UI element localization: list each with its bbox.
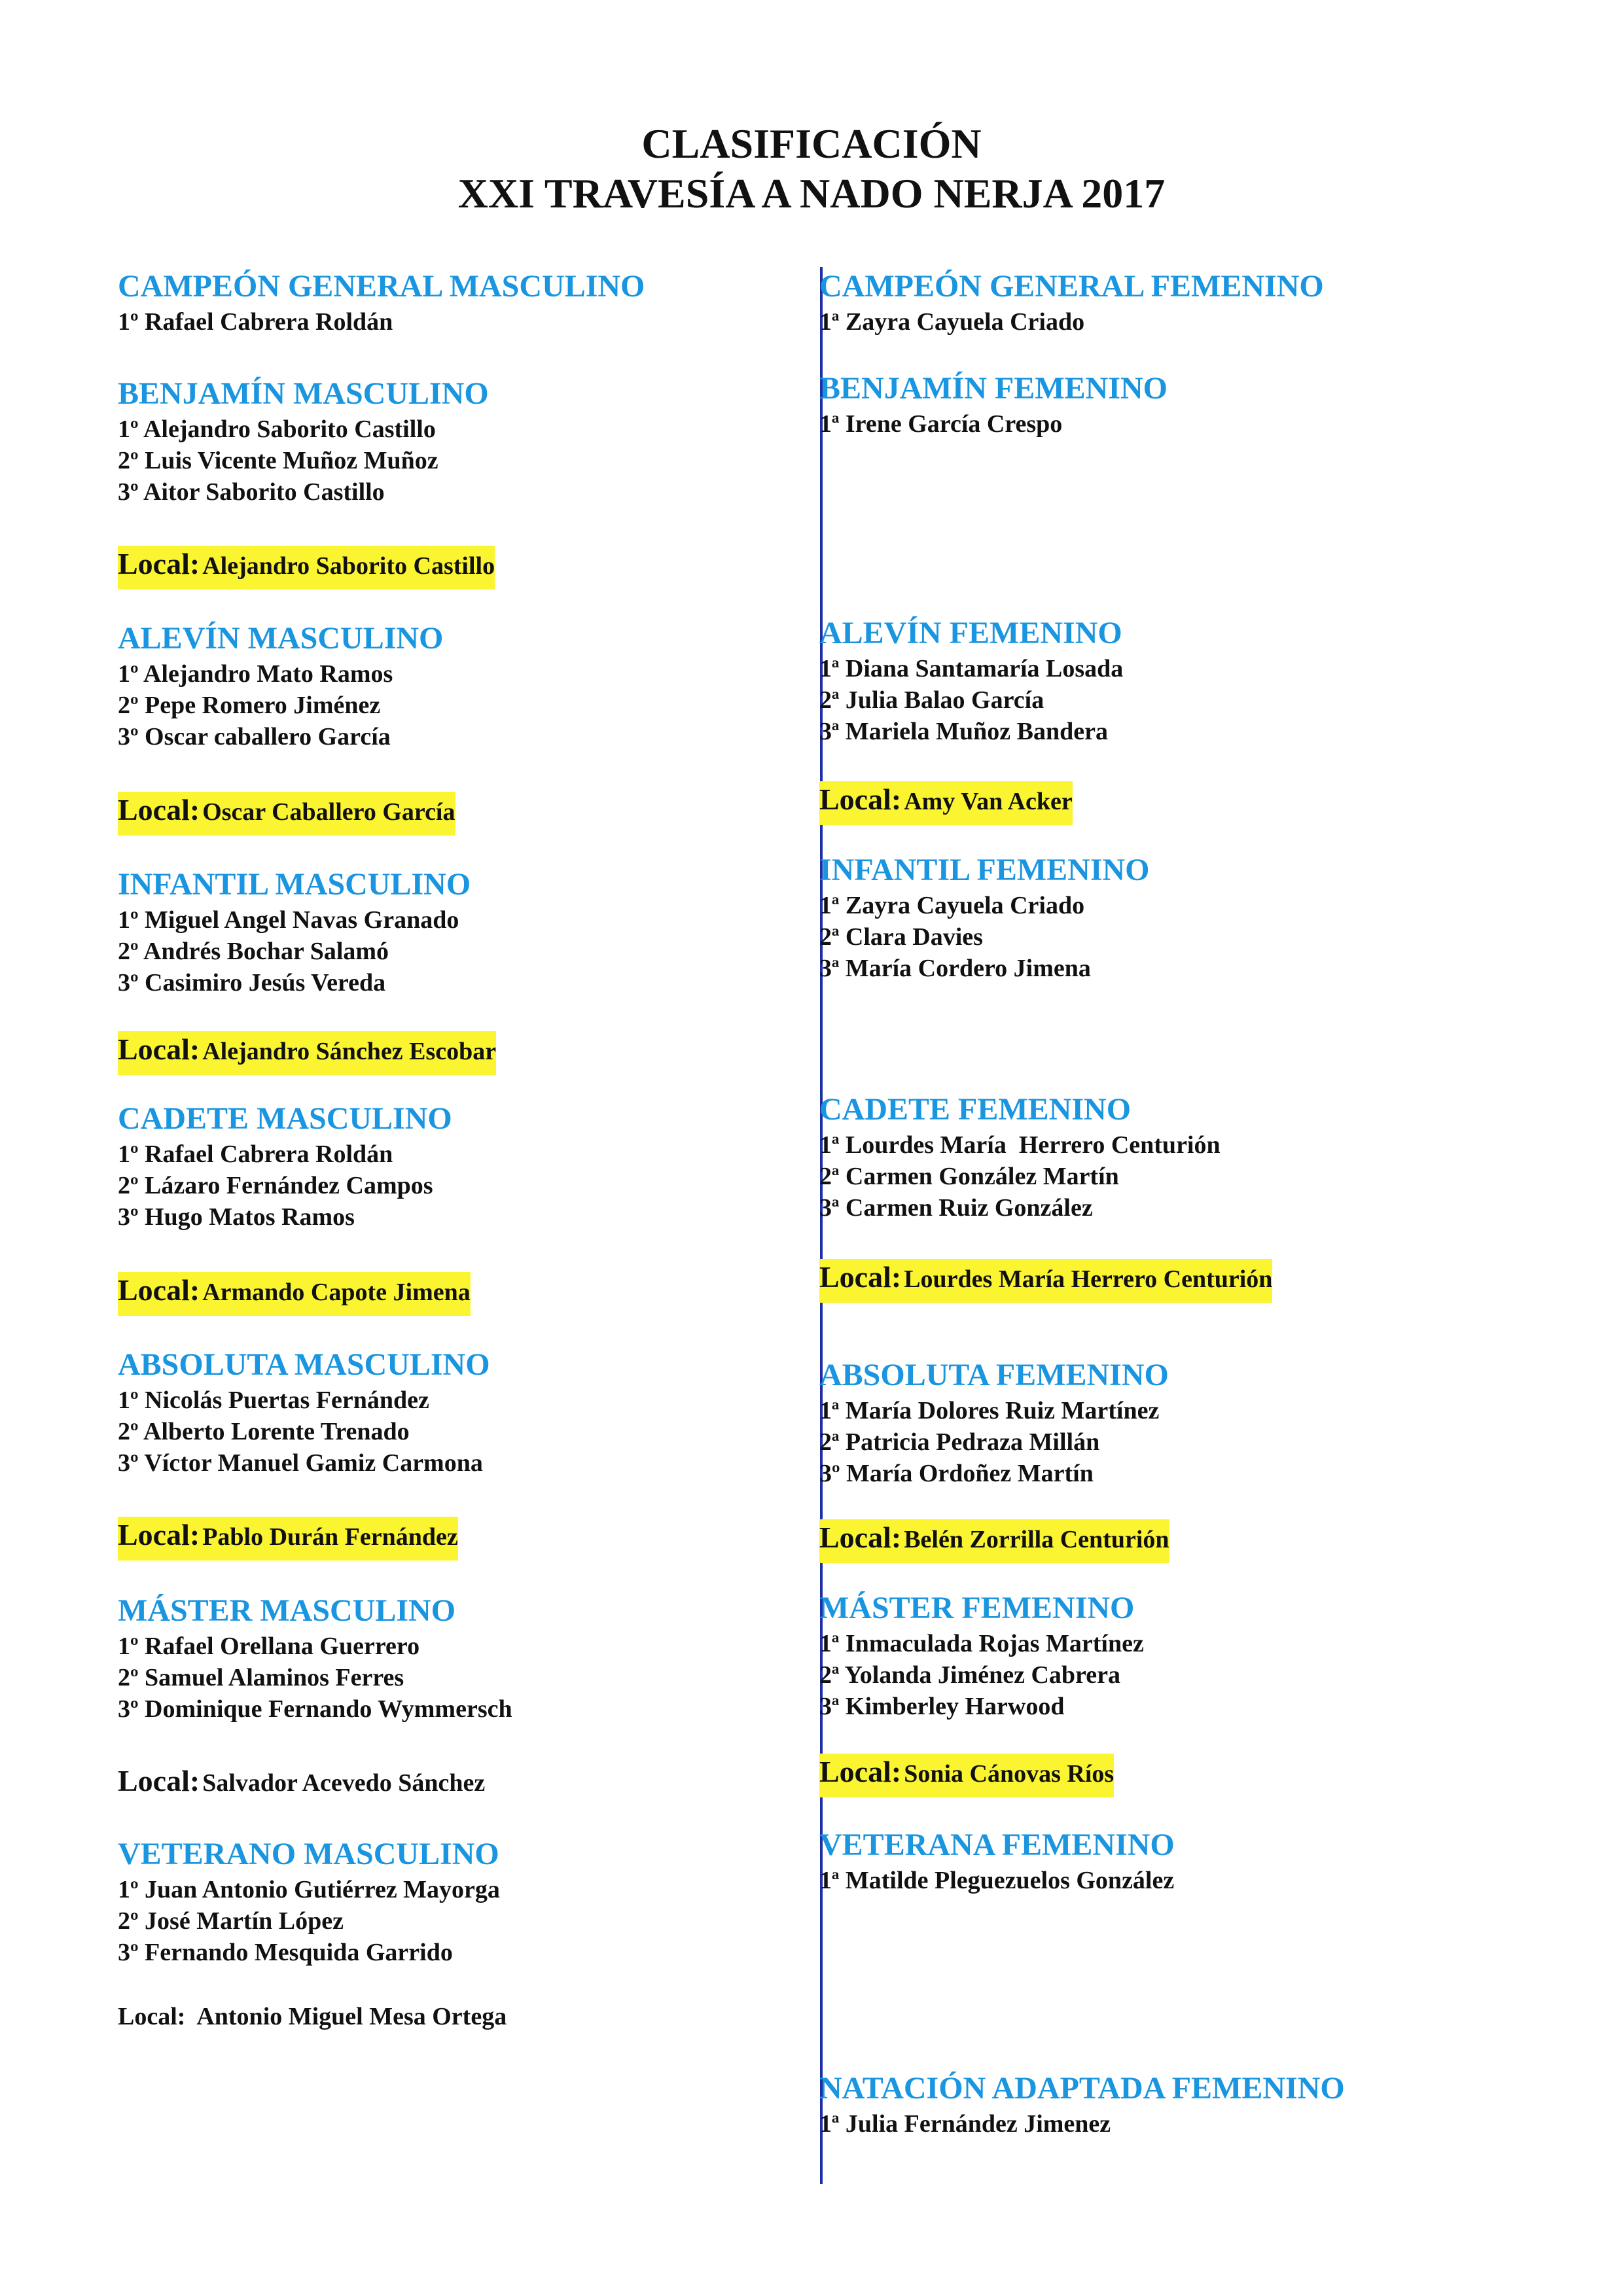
entry-veterano-masculino-3: 3º Fernando Mesquida Garrido <box>118 1939 453 1966</box>
entry-alevin-femenino-1: 1ª Diana Santamaría Losada <box>819 655 1124 682</box>
entry-cadete-femenino-2: 2ª Carmen González Martín <box>819 1163 1119 1190</box>
heading-veterano-masculino: VETERANO MASCULINO <box>118 1837 499 1871</box>
local-cadete-masculino <box>118 1272 471 1316</box>
local-label: Local: <box>118 1764 200 1797</box>
entry-alevin-masculino-2: 2º Pepe Romero Jiménez <box>118 692 381 719</box>
local-master-masculino <box>118 1763 485 1807</box>
heading-cadete-masculino: CADETE MASCULINO <box>118 1101 452 1136</box>
entry-cadete-femenino-3: 3ª Carmen Ruiz González <box>819 1194 1093 1222</box>
local-label: Local: <box>819 1260 902 1294</box>
local-name: Lourdes María Herrero Centurión <box>904 1265 1273 1293</box>
entry-adaptada-femenino-1: 1ª Julia Fernández Jimenez <box>819 2110 1111 2138</box>
local-cadete-femenino <box>819 1259 1272 1303</box>
local-label: Local: <box>118 1033 200 1066</box>
local-name: Alejandro Sánchez Escobar <box>202 1038 497 1065</box>
entry-master-femenino-3: 3ª Kimberley Harwood <box>819 1693 1065 1720</box>
entry-absoluta-masculino-3: 3º Víctor Manuel Gamiz Carmona <box>118 1449 483 1477</box>
local-label: Local: <box>819 1521 902 1554</box>
local-veterano-masculino: Local: Antonio Miguel Mesa Ortega <box>118 2003 507 2030</box>
entry-alevin-masculino-1: 1º Alejandro Mato Ramos <box>118 660 393 688</box>
entry-cadete-femenino-1: 1ª Lourdes María Herrero Centurión <box>819 1131 1221 1159</box>
column-divider <box>820 267 823 2184</box>
local-name: Pablo Durán Fernández <box>202 1523 458 1551</box>
entry-absoluta-femenino-2: 2ª Patricia Pedraza Millán <box>819 1428 1100 1456</box>
entry-absoluta-femenino-1: 1ª María Dolores Ruiz Martínez <box>819 1397 1160 1424</box>
entry-infantil-femenino-2: 2ª Clara Davies <box>819 923 983 951</box>
entry-cadete-masculino-3: 3º Hugo Matos Ramos <box>118 1203 355 1231</box>
local-name: Sonia Cánovas Ríos <box>904 1760 1115 1788</box>
entry-master-femenino-2: 2ª Yolanda Jiménez Cabrera <box>819 1661 1120 1689</box>
entry-absoluta-femenino-3: 3º María Ordoñez Martín <box>819 1460 1094 1487</box>
local-alevin-masculino <box>118 792 455 836</box>
local-name: Belén Zorrilla Centurión <box>904 1526 1169 1553</box>
entry-alevin-masculino-3: 3º Oscar caballero García <box>118 723 391 751</box>
heading-benjamin-masculino: BENJAMÍN MASCULINO <box>118 376 489 411</box>
entry-general-femenino-1: 1ª Zayra Cayuela Criado <box>819 308 1085 336</box>
local-master-femenino <box>819 1754 1114 1797</box>
entry-alevin-femenino-2: 2ª Julia Balao García <box>819 686 1044 714</box>
entry-benjamin-masculino-1: 1º Alejandro Saborito Castillo <box>118 415 436 443</box>
title-line-2: XXI TRAVESÍA A NADO NERJA 2017 <box>457 170 1166 217</box>
heading-cadete-femenino: CADETE FEMENINO <box>819 1092 1132 1127</box>
local-infantil-masculino <box>118 1031 496 1075</box>
entry-veterano-masculino-1: 1º Juan Antonio Gutiérrez Mayorga <box>118 1876 500 1903</box>
local-name: Armando Capote Jimena <box>202 1279 471 1306</box>
heading-absoluta-masculino: ABSOLUTA MASCULINO <box>118 1347 490 1382</box>
document-title <box>0 119 1623 219</box>
local-label: Local: <box>118 1518 200 1551</box>
entry-master-femenino-1: 1ª Inmaculada Rojas Martínez <box>819 1630 1144 1657</box>
entry-benjamin-masculino-3: 3º Aitor Saborito Castillo <box>118 478 385 506</box>
entry-veterana-femenino-1: 1ª Matilde Pleguezuelos González <box>819 1867 1175 1894</box>
heading-infantil-femenino: INFANTIL FEMENINO <box>819 853 1150 887</box>
entry-general-masculino-1: 1º Rafael Cabrera Roldán <box>118 308 393 336</box>
local-alevin-femenino <box>819 781 1073 825</box>
heading-master-femenino: MÁSTER FEMENINO <box>819 1591 1135 1625</box>
heading-benjamin-femenino: BENJAMÍN FEMENINO <box>819 371 1168 406</box>
local-benjamin-masculino <box>118 546 495 590</box>
local-label: Local: <box>819 783 902 816</box>
entry-benjamin-femenino-1: 1ª Irene García Crespo <box>819 410 1063 438</box>
heading-absoluta-femenino: ABSOLUTA FEMENINO <box>819 1358 1169 1392</box>
local-name: Alejandro Saborito Castillo <box>202 552 495 580</box>
local-label: Local: <box>819 1755 902 1788</box>
local-name: Salvador Acevedo Sánchez <box>202 1769 486 1797</box>
entry-veterano-masculino-2: 2º José Martín López <box>118 1907 344 1935</box>
entry-benjamin-masculino-2: 2º Luis Vicente Muñoz Muñoz <box>118 447 438 474</box>
heading-infantil-masculino: INFANTIL MASCULINO <box>118 867 471 902</box>
heading-alevin-femenino: ALEVÍN FEMENINO <box>819 616 1122 650</box>
entry-infantil-masculino-3: 3º Casimiro Jesús Vereda <box>118 969 386 997</box>
heading-master-masculino: MÁSTER MASCULINO <box>118 1593 456 1628</box>
heading-alevin-masculino: ALEVÍN MASCULINO <box>118 621 444 656</box>
heading-general-femenino: CAMPEÓN GENERAL FEMENINO <box>819 269 1324 304</box>
heading-adaptada-femenino: NATACIÓN ADAPTADA FEMENINO <box>819 2071 1345 2106</box>
entry-master-masculino-3: 3º Dominique Fernando Wymmersch <box>118 1695 512 1723</box>
local-label: Local: <box>118 547 200 580</box>
entry-master-masculino-1: 1º Rafael Orellana Guerrero <box>118 1633 420 1660</box>
local-name: Amy Van Acker <box>904 788 1073 815</box>
entry-alevin-femenino-3: 3ª Mariela Muñoz Bandera <box>819 718 1108 745</box>
local-absoluta-femenino <box>819 1519 1169 1563</box>
local-name: Oscar Caballero García <box>202 798 455 826</box>
heading-general-masculino: CAMPEÓN GENERAL MASCULINO <box>118 269 645 304</box>
entry-master-masculino-2: 2º Samuel Alaminos Ferres <box>118 1664 404 1691</box>
local-label: Local: <box>118 793 200 826</box>
entry-infantil-femenino-3: 3ª María Cordero Jimena <box>819 955 1091 982</box>
local-label: Local: <box>118 1273 200 1307</box>
entry-infantil-femenino-1: 1ª Zayra Cayuela Criado <box>819 892 1085 919</box>
entry-infantil-masculino-2: 2º Andrés Bochar Salamó <box>118 938 389 965</box>
title-line-1: CLASIFICACIÓN <box>641 120 982 167</box>
entry-cadete-masculino-1: 1º Rafael Cabrera Roldán <box>118 1140 393 1168</box>
entry-absoluta-masculino-2: 2º Alberto Lorente Trenado <box>118 1418 410 1445</box>
local-absoluta-masculino <box>118 1517 458 1561</box>
entry-absoluta-masculino-1: 1º Nicolás Puertas Fernández <box>118 1386 429 1414</box>
entry-infantil-masculino-1: 1º Miguel Angel Navas Granado <box>118 906 459 934</box>
entry-cadete-masculino-2: 2º Lázaro Fernández Campos <box>118 1172 433 1199</box>
heading-veterana-femenino: VETERANA FEMENINO <box>819 1828 1175 1862</box>
